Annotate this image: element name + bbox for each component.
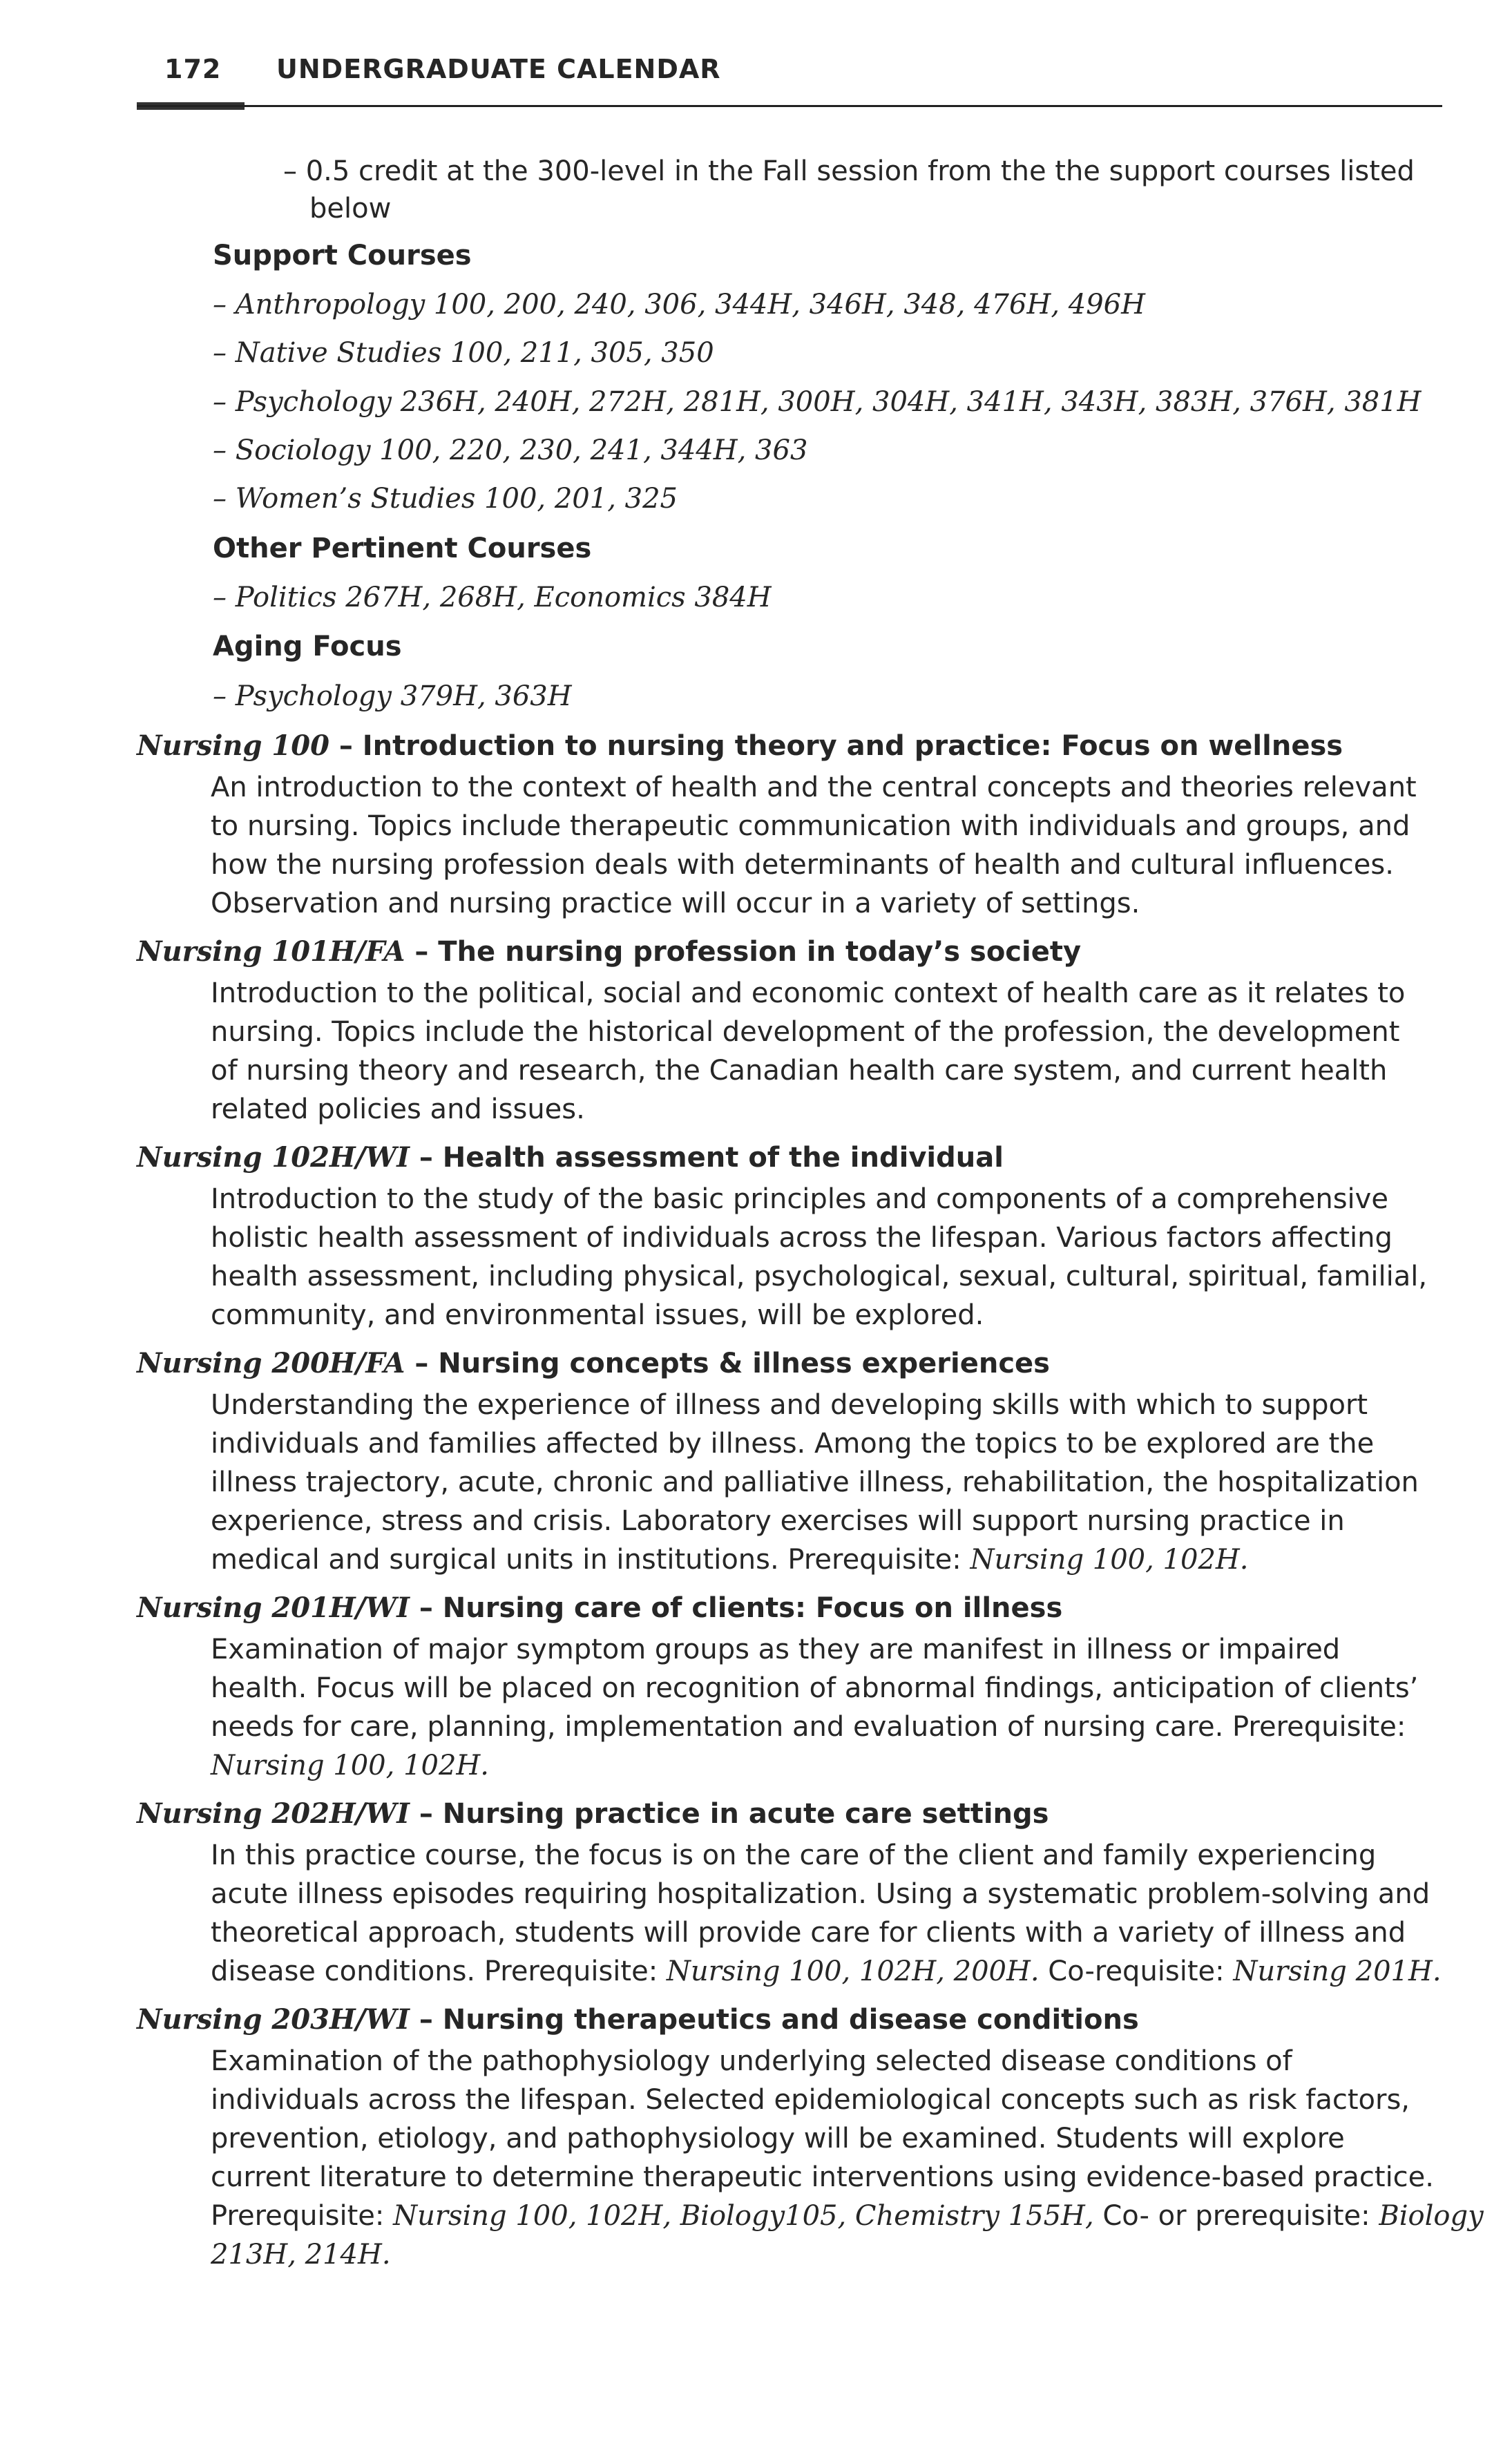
course-description-line: nursing. Topics include the historical development of the profession, the development	[211, 1016, 1400, 1048]
course-code: Nursing 203H/WI	[137, 2003, 410, 2036]
list-item: – Anthropology 100, 200, 240, 306, 344H, 346H, 348, 476H, 496H	[213, 289, 1145, 321]
list-item: – Women’s Studies 100, 201, 325	[213, 483, 678, 515]
description-text: Co- or prerequisite:	[1093, 2200, 1379, 2232]
description-text: disease conditions. Prerequisite:	[211, 1956, 667, 1987]
course-description-line: Examination of major symptom groups as they are manifest in illness or impaired	[211, 1634, 1341, 1665]
corequisite-courses: 213H, 214H.	[211, 2239, 391, 2271]
requirement-line: – 0.5 credit at the 300-level in the Fall session from the the support courses listed	[283, 155, 1415, 187]
course-description-line	[211, 1546, 1249, 1574]
course-description-line: Introduction to the political, social and economic context of health care as it relates to	[211, 977, 1406, 1009]
description-text: Prerequisite:	[211, 2200, 394, 2232]
course-description-line: holistic health assessment of individuals across the lifespan. Various factors affecting	[211, 1222, 1393, 1254]
list-item: – Politics 267H, 268H, Economics 384H	[213, 582, 772, 613]
course-code: Nursing 102H/WI	[137, 1141, 410, 1174]
course-description-line: prevention, etiology, and pathophysiology will be examined. Students will explore	[211, 2123, 1345, 2154]
aging-focus-heading: Aging Focus	[213, 631, 402, 662]
support-courses-heading: Support Courses	[213, 240, 472, 271]
course-heading	[137, 935, 1082, 968]
page-header	[145, 54, 1444, 95]
page-number: 172	[164, 54, 222, 84]
course-description-line: theoretical approach, students will provide care for clients with a variety of illness and	[211, 1917, 1406, 1949]
course-description-line: Observation and nursing practice will occur in a variety of settings.	[211, 888, 1140, 919]
course-description-line: health assessment, including physical, psychological, sexual, cultural, spiritual, familial,	[211, 1261, 1428, 1292]
list-item: – Native Studies 100, 211, 305, 350	[213, 337, 714, 369]
description-text: Co-requisite:	[1039, 1956, 1234, 1987]
course-code: Nursing 200H/FA	[137, 1347, 405, 1379]
prerequisite-courses: Nursing 100, 102H.	[970, 1544, 1249, 1576]
course-description-line: community, and environmental issues, will be explored.	[211, 1299, 984, 1331]
corequisite-courses: Biology	[1379, 2200, 1484, 2232]
course-description-line: to nursing. Topics include therapeutic communication with individuals and groups, and	[211, 810, 1410, 842]
other-courses-heading: Other Pertinent Courses	[213, 533, 592, 564]
course-title: – The nursing profession in today’s society	[405, 936, 1082, 968]
course-description-line: needs for care, planning, implementation and evaluation of nursing care. Prerequisite:	[211, 1711, 1406, 1743]
course-description-line: health. Focus will be placed on recognition of abnormal findings, anticipation of clients’	[211, 1672, 1419, 1704]
prerequisite-courses: Nursing 100, 102H, Biology105, Chemistry 155H,	[393, 2200, 1094, 2232]
course-title: – Introduction to nursing theory and practice: Focus on wellness	[329, 730, 1343, 762]
course-description-line	[211, 2202, 1484, 2230]
course-description-line	[211, 1958, 1442, 1985]
course-description-line: current literature to determine therapeutic interventions using evidence-based practice.	[211, 2161, 1434, 2193]
course-title: – Health assessment of the individual	[409, 1142, 1004, 1174]
course-heading	[137, 1141, 1004, 1174]
list-item: – Sociology 100, 220, 230, 241, 344H, 363	[213, 434, 808, 466]
course-heading	[137, 729, 1343, 762]
prerequisite-courses: Nursing 100, 102H.	[211, 1750, 490, 1781]
course-title: – Nursing care of clients: Focus on illness	[409, 1592, 1063, 1624]
course-description-line: illness trajectory, acute, chronic and palliative illness, rehabilitation, the hospitalization	[211, 1466, 1419, 1498]
course-heading	[137, 1797, 1049, 1830]
course-description-line: In this practice course, the focus is on the care of the client and family experiencing	[211, 1839, 1377, 1871]
course-description-line: An introduction to the context of health and the central concepts and theories relevant	[211, 772, 1417, 803]
course-code: Nursing 202H/WI	[137, 1797, 410, 1830]
course-title: – Nursing concepts & illness experiences	[405, 1348, 1050, 1379]
course-heading	[137, 1594, 1062, 1622]
corequisite-courses: Nursing 201H.	[1233, 1956, 1442, 1987]
course-heading	[137, 1347, 1050, 1379]
course-title: – Nursing practice in acute care settings	[409, 1798, 1049, 1830]
course-title: – Nursing therapeutics and disease conditions	[409, 2004, 1139, 2036]
list-item: – Psychology 379H, 363H	[213, 680, 572, 712]
course-description-line: Examination of the pathophysiology underlying selected disease conditions of	[211, 2045, 1292, 2077]
course-code: Nursing 100	[137, 729, 329, 762]
course-description-line: experience, stress and crisis. Laboratory exercises will support nursing practice in	[211, 1505, 1345, 1537]
header-rule	[137, 105, 1442, 107]
prerequisite-courses: Nursing 100, 102H, 200H.	[666, 1956, 1040, 1987]
course-description-line: of nursing theory and research, the Canadian health care system, and current health	[211, 1055, 1388, 1087]
course-description-line: how the nursing profession deals with determinants of health and cultural influences.	[211, 849, 1394, 881]
description-text: medical and surgical units in institutions. Prerequisite:	[211, 1544, 970, 1576]
requirement-line: below	[309, 193, 392, 224]
course-description-line: related policies and issues.	[211, 1093, 585, 1125]
course-description-line: Understanding the experience of illness and developing skills with which to support	[211, 1389, 1368, 1421]
course-description-line: individuals and families affected by illness. Among the topics to be explored are the	[211, 1428, 1375, 1460]
running-head: UNDERGRADUATE CALENDAR	[276, 54, 721, 84]
course-heading	[137, 2003, 1139, 2036]
course-code: Nursing 201H/WI	[137, 1592, 410, 1624]
course-description-line: individuals across the lifespan. Selected epidemiological concepts such as risk factors,	[211, 2084, 1410, 2116]
course-description-line: Introduction to the study of the basic principles and components of a comprehensive	[211, 1183, 1388, 1215]
list-item: – Psychology 236H, 240H, 272H, 281H, 300H, 304H, 341H, 343H, 383H, 376H, 381H	[213, 386, 1422, 418]
course-code: Nursing 101H/FA	[137, 935, 405, 968]
course-description-line: acute illness episodes requiring hospitalization. Using a systematic problem-solving and	[211, 1878, 1430, 1910]
